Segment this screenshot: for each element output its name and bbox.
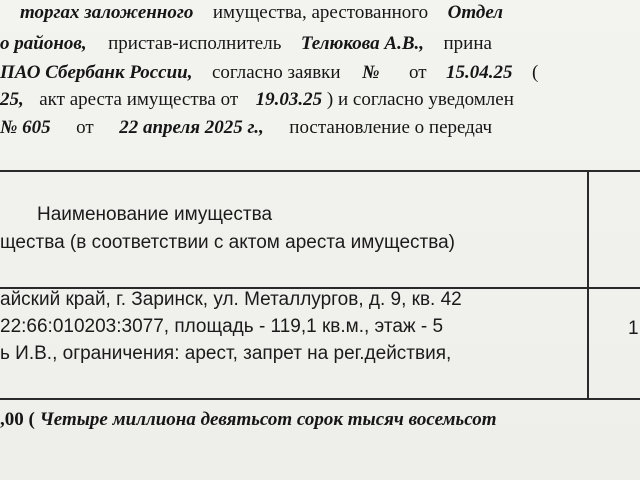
paragraph-line-5-part-2: от bbox=[76, 117, 94, 138]
paragraph-line-3-part-3: № bbox=[362, 62, 380, 83]
paragraph-line-2-part-1: о районов, bbox=[0, 33, 87, 54]
paragraph-line-4-part-1: 25, bbox=[0, 89, 24, 110]
paragraph-line-4-part-4: ) и согласно уведомлен bbox=[326, 89, 514, 110]
paragraph-line-1-part-2: имущества, арестованного bbox=[212, 2, 429, 23]
table-header-line-1: Наименование имущества bbox=[37, 204, 273, 225]
footer-amount-line bbox=[0, 408, 496, 432]
paragraph-line-2-part-2: пристав-исполнитель bbox=[108, 33, 282, 54]
footer-part-2: ( bbox=[28, 409, 35, 430]
paragraph-line-3-part-1: ПАО Сбербанк России, bbox=[0, 62, 193, 83]
table-bottom-border bbox=[0, 398, 640, 400]
table-row-line-1: айский край, г. Заринск, ул. Металлургов, д. 9, кв. 42 bbox=[0, 289, 462, 310]
property-table bbox=[0, 170, 640, 400]
paragraph-line-3 bbox=[0, 61, 538, 85]
table-top-border bbox=[0, 170, 640, 172]
table-row-line-2: 22:66:010203:3077, площадь - 119,1 кв.м., этаж - 5 bbox=[0, 316, 444, 337]
footer-part-1: ,00 bbox=[0, 409, 24, 430]
paragraph-line-5-part-1: № 605 bbox=[0, 117, 51, 138]
paragraph-line-1-part-3: Отдел bbox=[447, 2, 504, 23]
paragraph-line-5-part-4: постановление о передач bbox=[289, 117, 493, 138]
paragraph-line-2-part-3: Телюкова А.В., bbox=[300, 33, 424, 54]
paragraph-line-4-part-2: акт ареста имущества от bbox=[39, 89, 239, 110]
footer-part-3: Четыре миллиона девятьсот сорок тысяч восемьсот bbox=[39, 409, 497, 430]
paragraph-line-3-part-2: согласно заявки bbox=[212, 62, 341, 83]
paragraph-line-4-part-3: 19.03.25 bbox=[255, 89, 323, 110]
paragraph-line-3-part-5: 15.04.25 bbox=[446, 62, 513, 83]
paragraph-line-4 bbox=[0, 88, 514, 112]
table-right-column-border bbox=[587, 170, 589, 400]
paragraph-line-3-part-6: ( bbox=[532, 62, 539, 83]
paragraph-line-1-part-1: торгах заложенного bbox=[20, 2, 194, 23]
table-row-right-value: 1 bbox=[628, 318, 639, 339]
paragraph-line-3-part-4: от bbox=[408, 62, 427, 83]
paragraph-line-5-part-3: 22 апреля 2025 г., bbox=[119, 117, 264, 138]
paragraph-line-5 bbox=[0, 116, 492, 140]
table-row-line-3: ь И.В., ограничения: арест, запрет на рег.действия, bbox=[0, 343, 452, 364]
table-header-line-2: щества (в соответствии с актом ареста имущества) bbox=[0, 232, 456, 253]
paragraph-line-2-part-4: прина bbox=[443, 33, 492, 54]
paragraph-line-1 bbox=[20, 1, 503, 25]
paragraph-line-2 bbox=[0, 32, 492, 56]
document-paragraph bbox=[0, 0, 640, 138]
